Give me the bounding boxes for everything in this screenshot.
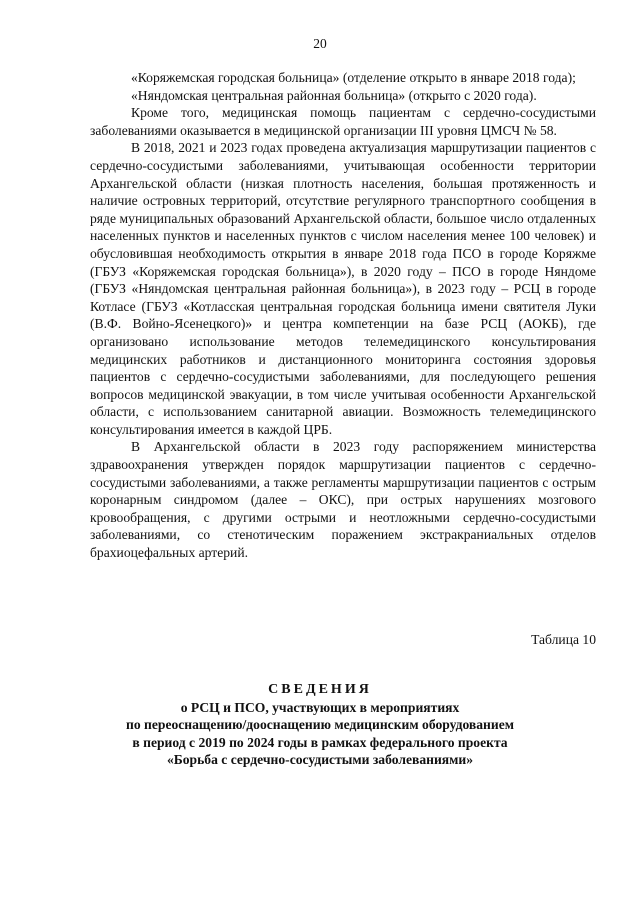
body-text xyxy=(90,69,596,562)
heading-line: по переоснащению/дооснащению медицинским оборудованием xyxy=(125,717,515,733)
paragraph: «Няндомская центральная районная больница» (открыто с 2020 года). xyxy=(131,87,537,103)
paragraph: «Коряжемская городская больница» (отделение открыто в январе 2018 года); xyxy=(131,70,576,85)
heading-line: о РСЦ и ПСО, участвующих в мероприятиях xyxy=(180,699,460,715)
paragraph: Кроме того, медицинская помощь пациентам с сердечно-сосудистыми заболеваниями оказывается в медицинской организации III уровня ЦМСЧ № 58. xyxy=(90,105,596,138)
paragraph: В Архангельской области в 2023 году распоряжением министерства здравоохранения утвержден порядок маршрутизации пациентов с сердечно-сосудистыми заболеваниями, а также регламенты маршрутизации пациентов с острым коронарным синдромом (далее – ОКС), при острых нарушениях мозгового кровообращения, с другими острыми и неотложными сердечно-сосудистыми заболеваниями, со стенотическим поражением экстракраниальных отделов брахиоцефальных артерий. xyxy=(90,439,596,561)
heading-line: в период с 2019 по 2024 годы в рамках федерального проекта xyxy=(132,734,508,750)
table-label: Таблица 10 xyxy=(531,632,596,647)
heading-line: «Борьба с сердечно-сосудистыми заболеваниями» xyxy=(166,752,474,768)
page-number: 20 xyxy=(313,36,327,51)
paragraph: В 2018, 2021 и 2023 годах проведена актуализация маршрутизации пациентов с сердечно-сосудистыми заболеваниями, учитывающая особенности территории Архангельской области (низкая плотность населения, большая протяженность и наличие островных территорий, отсутствие регулярного транспортного сообщения в ряде муниципальных образований Архангельской области, большое число отдаленных населенных пунктов и населенных пунктов с числом населения менее 100 человек) и обусловившая необходимость открытия в январе 2018 года ПСО в городе Коряжме (ГБУЗ «Коряжемская городская больница»), в 2020 году – ПСО в городе Няндоме (ГБУЗ «Няндомская центральная районная больница»), в 2023 году – РСЦ в городе Котласе (ГБУЗ «Котласская центральная городская больница имени святителя Луки (В.Ф. Войно-Ясенецкого)» и центра компетенции на базе РСЦ (АОКБ), где организовано использование методов телемедицинского консультирования медицинских работников и дистанционного мониторинга состояния здоровья пациентов с сердечно-сосудистыми заболеваниями, для последующего решения вопросов медицинской эвакуации, в том числе учитывая особенности Архангельской области, с использованием санитарной авиации. Возможность телемедицинского консультирования имеется в каждой ЦРБ. xyxy=(90,140,596,437)
heading-title: СВЕДЕНИЯ xyxy=(268,682,372,697)
section-heading xyxy=(0,681,640,769)
